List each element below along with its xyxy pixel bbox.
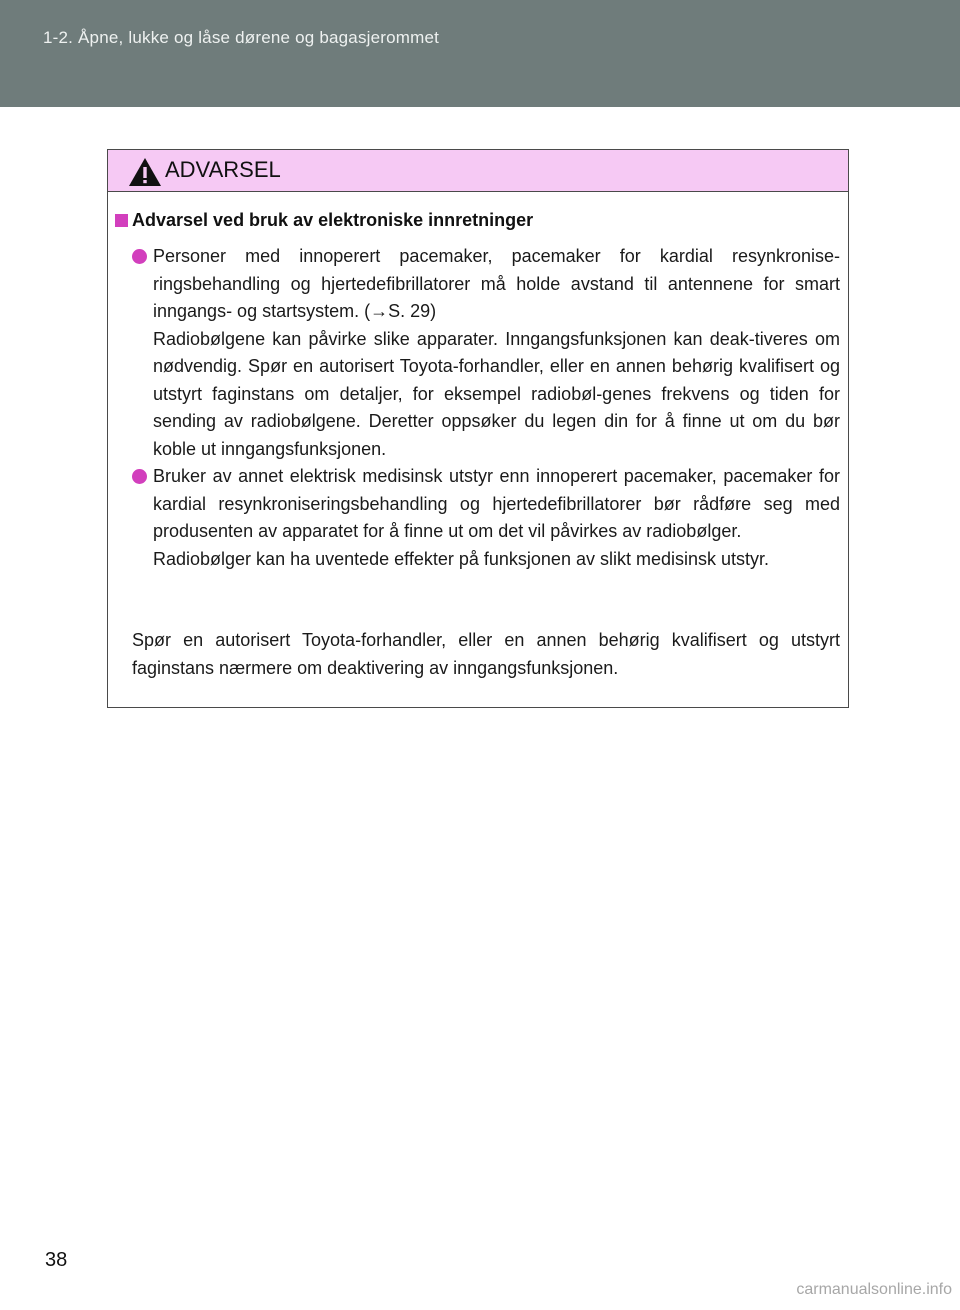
paragraph-text: ) <box>430 301 437 321</box>
list-item-paragraph: Radiobølger kan ha uventede effekter på funksjonen av slikt medisinsk utstyr. <box>153 548 770 569</box>
page-reference-link[interactable] <box>370 298 430 326</box>
warning-triangle-icon <box>127 156 163 188</box>
right-arrow-icon: → <box>370 301 389 321</box>
list-item-body <box>153 463 840 573</box>
round-bullet-icon <box>132 469 147 484</box>
chapter-title: 1-2. Åpne, lukke og låse dørene og bagasjerommet <box>43 28 440 47</box>
closing-paragraph: Spør en autorisert Toyota-forhandler, eller en annen behørig kvalifisert og utstyrt faginstans nærmere om deaktivering av inngangsfunksjonen. <box>132 630 840 678</box>
page-number: 38 <box>45 1249 68 1271</box>
list-item-paragraph: Radiobølgene kan påvirke slike apparater. Inngangsfunksjonen kan deak-tiveres om nødvendig. Spør en autorisert Toyota-forhandler, eller en annen behørig kvalifisert og utstyrt faginstans om detaljer, for eksempel radiobøl-genes frekvens og tiden for sending av radiobølgene. Deretter oppsøker du legen din for å finne ut om du bør koble ut inngangsfunksjonen. <box>153 328 840 459</box>
list-item-paragraph: Bruker av annet elektrisk medisinsk utstyr enn innoperert pacemaker, pacemaker for kardial resynkroniseringsbehandling og hjertedefibrillatorer bør rådføre seg med produsenten av apparatet for å finne ut om det vil påvirkes av radiobølger. <box>153 466 840 541</box>
section-heading-text: Advarsel ved bruk av elektroniske innretninger <box>132 210 534 230</box>
page-reference-text: S. 29 <box>388 301 431 321</box>
list-item <box>132 463 840 623</box>
warning-box <box>107 149 849 708</box>
round-bullet-icon <box>132 249 147 264</box>
paragraph-text: Personer med innoperert pacemaker, pacemaker for kardial resynkronise-ringsbehandling og hjertedefibrillatorer må holde avstand til antennene for smart inngangs- og startsystem. ( <box>153 246 840 321</box>
warning-header <box>108 150 848 192</box>
list-item <box>132 243 840 463</box>
list-item-paragraph <box>153 243 840 326</box>
chapter-header-band <box>0 0 960 107</box>
list-item-body <box>153 243 840 463</box>
warning-label: ADVARSEL <box>165 157 281 182</box>
watermark: carmanualsonline.info <box>796 1281 952 1298</box>
square-bullet-icon <box>115 214 128 227</box>
